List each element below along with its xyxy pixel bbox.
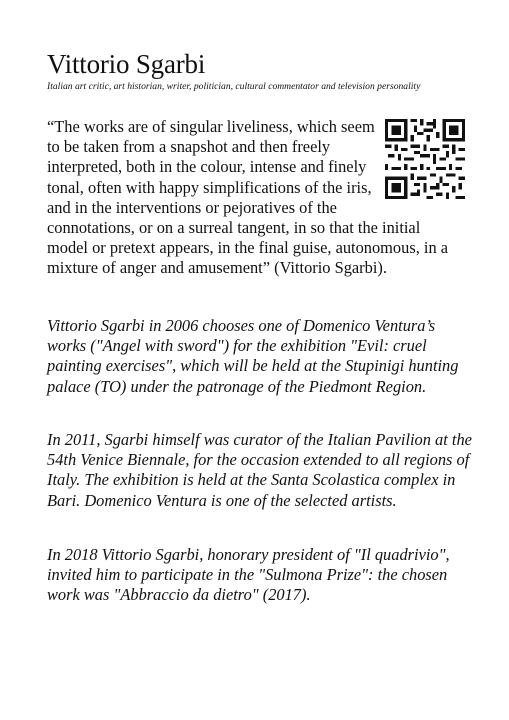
quote-text: “The works are of singular liveliness, which seem to be taken from a snapshot and then freely interpreted, both in the colour, intense and finely tonal, often with happy simplifications of the iris, and in the interventions or pejoratives of the connotations, or on a surreal tangent, in so that the initial model or pretext appears, in the final guise, autonomous, in a mixture of anger and amusement” (Vittorio Sgarbi). (47, 117, 449, 278)
quote-block (47, 117, 465, 279)
qr-code-icon[interactable] (385, 119, 465, 199)
paragraph-2011-biennale: In 2011, Sgarbi himself was curator of the Italian Pavilion at the 54th Venice Biennale, for the occasion extended to all regions of Italy. The exhibition is held at the Santa Scolastica complex in Bari. Domenico Ventura is one of the selected artists. (47, 430, 472, 510)
qr-code-graphic (385, 119, 465, 199)
paragraph-2006-exhibition: Vittorio Sgarbi in 2006 chooses one of Domenico Ventura’s works ("Angel with sword") for the exhibition "Evil: cruel painting exercises", which will be held at the Stupinigi hunting palace (TO) under the patronage of the Piedmont Region. (47, 316, 459, 396)
paragraph-2018-sulmona-prize: In 2018 Vittorio Sgarbi, honorary president of "Il quadrivio", invited him to participate in the "Sulmona Prize": the chosen work was "Abbraccio da dietro" (2017). (47, 545, 450, 605)
page-subtitle: Italian art critic, art historian, writer, politician, cultural commentator and television personality (47, 81, 421, 92)
page-title: Vittorio Sgarbi (47, 49, 206, 79)
